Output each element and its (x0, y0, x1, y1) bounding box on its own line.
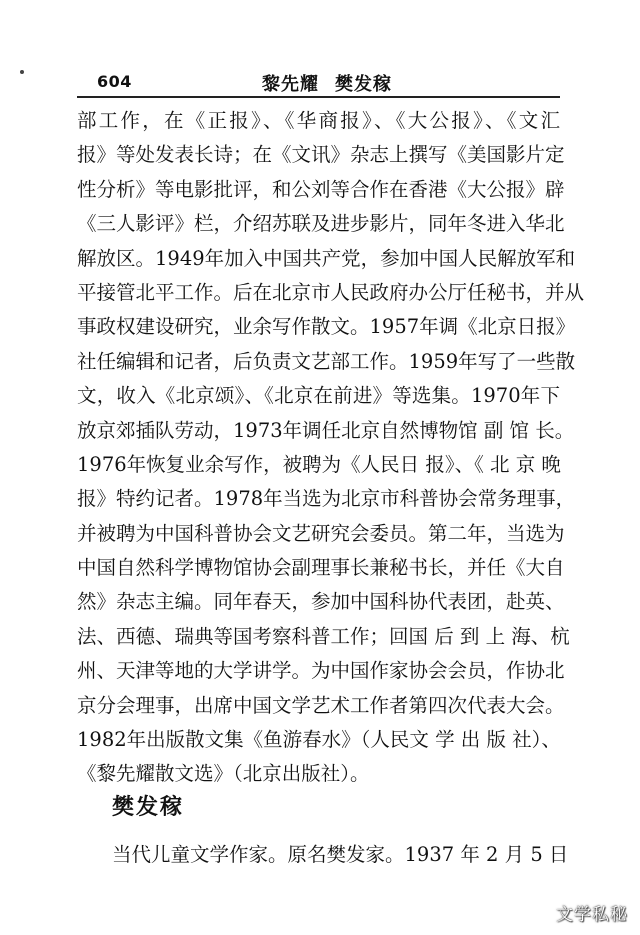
body-line: 平接管北平工作。后在北京市人民政府办公厅任秘书，并从 (77, 280, 585, 304)
header-rule (77, 96, 560, 98)
page-number: 604 (97, 72, 132, 91)
body-line: 并被聘为中国科普协会文艺研究会委员。第二年，当选为 (77, 521, 565, 545)
watermark: 文学私秘 (556, 905, 628, 925)
body-line: 性分析》等电影批评，和公刘等合作在香港《大公报》辟 (77, 177, 565, 201)
body-line: 1976年恢复业余写作，被聘为《人民日 报》、《 北 京 晚 (77, 452, 561, 476)
body-line: 部工作，在《正报》、《华商报》、《大公报》、《文汇 (77, 109, 560, 132)
body-line: 中国自然科学博物馆协会副理事长兼秘书长，并任《大自 (77, 556, 565, 580)
body-text (77, 104, 585, 792)
body-line: 法、西德、瑞典等国考察科普工作；回国 后 到 上 海、杭 (77, 624, 570, 648)
running-head-right: 樊发稼 (335, 74, 392, 95)
body-line: 京分会理事，出席中国文学艺术工作者第四次代表大会。 (77, 693, 565, 717)
body-line: 然》杂志主编。同年春天，参加中国科协代表团，赴英、 (77, 590, 565, 614)
body-line: 1982年出版散文集《鱼游春水》（人民文 学 出 版 社）、 (77, 728, 561, 752)
body-line: 报》特约记者。1978年当选为北京市科普协会常务理事， (77, 487, 576, 511)
body-line: 解放区。1949年加入中国共产党，参加中国人民解放军和 (77, 246, 576, 270)
entry-heading: 樊发稼 (112, 795, 185, 820)
body-line: 州、天津等地的大学讲学。为中国作家协会会员，作协北 (77, 659, 565, 683)
body-line: 放京郊插队劳动，1973年调任北京自然博物馆 副 馆 长。 (77, 418, 575, 442)
running-head (262, 70, 392, 96)
body-line: 社任编辑和记者，后负责文艺部工作。1959年写了一些散 (77, 349, 576, 373)
body-line: 文，收入《北京颂》、《北京在前进》等选集。1970年下 (77, 384, 560, 408)
margin-speck (20, 70, 24, 74)
body-line: 报》等处发表长诗；在《文讯》杂志上撰写《美国影片定 (77, 143, 565, 167)
entry-first-line: 当代儿童文学作家。原名樊发家。1937 年 2 月 5 日 (112, 843, 569, 866)
body-line: 《三人影评》栏，介绍苏联及进步影片，同年冬进入华北 (77, 212, 565, 236)
running-head-left: 黎先耀 (262, 74, 319, 95)
body-line: 《黎先耀散文选》（北京出版社）。 (77, 762, 370, 786)
body-line: 事政权建设研究，业余写作散文。1957年调《北京日报》 (77, 315, 576, 339)
